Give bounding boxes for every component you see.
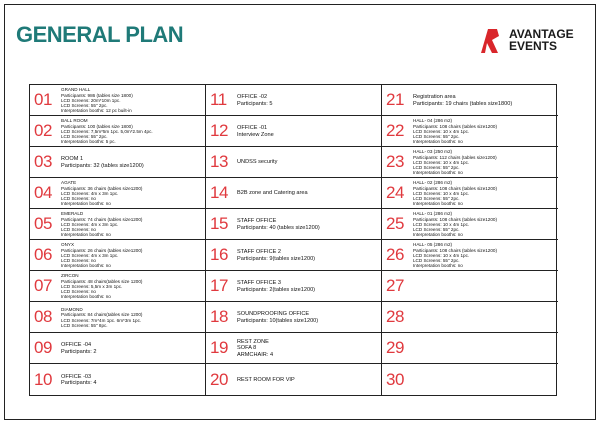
room-cell xyxy=(206,209,382,240)
room-name: AGATE xyxy=(61,180,77,186)
room-detail: LCD Screens: 20m*10m 1pc. xyxy=(61,97,121,103)
room-cell xyxy=(30,209,206,240)
room-number: 02 xyxy=(34,121,52,140)
room-info xyxy=(413,211,556,238)
room-name: OFFICE -04 xyxy=(61,342,92,349)
room-detail: Participants: 36 chairs (tables size1200) xyxy=(61,185,143,191)
room-number: 13 xyxy=(210,152,228,171)
room-detail: Interpretation booths: no xyxy=(61,201,111,207)
room-info xyxy=(237,242,379,269)
room-number: 01 xyxy=(34,90,52,109)
room-name: ONYX xyxy=(61,242,75,248)
room-detail: LCD Screens: 55" 2pc. xyxy=(61,134,108,140)
room-detail: LCD Screens: 55" 2pc. xyxy=(413,134,460,140)
room-detail: Participants: 19 chairs (tables size1800) xyxy=(413,100,513,107)
room-info xyxy=(61,149,203,176)
room-cell xyxy=(30,116,206,147)
room-name: SOUNDPROOFING OFFICE xyxy=(237,311,310,318)
room-name: ROOM 1 xyxy=(61,156,84,163)
room-cell xyxy=(382,271,558,302)
room-cell xyxy=(30,240,206,271)
room-number: 08 xyxy=(34,307,52,326)
room-cell xyxy=(382,333,558,364)
room-detail: LCD Screens: 5,5m x 3m 1pc. xyxy=(61,283,123,289)
room-name: HALL- 02 (286 m2) xyxy=(413,180,453,186)
room-cell xyxy=(206,240,382,271)
room-detail: SOFA 8 xyxy=(237,345,257,352)
room-cell xyxy=(382,178,558,209)
room-info xyxy=(237,87,379,114)
room-cell xyxy=(382,364,558,395)
room-detail: Participants: 112 chairs (tables size1200) xyxy=(413,154,497,160)
room-detail: Participants: 108 chairs (tables size1200) xyxy=(413,123,498,129)
room-number: 15 xyxy=(210,214,228,233)
room-detail: Participants: 108 chairs (tables size1200) xyxy=(413,216,498,222)
room-info xyxy=(61,335,203,362)
room-detail: Participants: 74 chairs (tables size1200) xyxy=(61,216,143,222)
room-cell xyxy=(30,85,206,116)
room-cell xyxy=(382,240,558,271)
brand-name-line1: AVANTAGE xyxy=(509,27,574,41)
room-detail: Participants: 10(tables size1200) xyxy=(237,317,319,324)
room-cell xyxy=(30,178,206,209)
room-number: 22 xyxy=(386,121,404,140)
room-info xyxy=(413,180,556,207)
room-cell xyxy=(382,302,558,333)
room-detail: Interpretation booths: no xyxy=(413,139,463,145)
room-name: HALL- 03 (250 m2) xyxy=(413,149,453,155)
room-number: 10 xyxy=(34,369,52,389)
room-detail: Participants: 4 xyxy=(61,380,97,386)
room-detail: Interpretation booths: no xyxy=(413,232,463,238)
room-cell xyxy=(30,271,206,302)
room-detail: Interpretation booths: 12 pc built-in xyxy=(61,108,132,114)
room-number: 17 xyxy=(210,276,228,295)
room-detail: Participants: 40 (tables size1200) xyxy=(237,224,320,231)
room-number: 09 xyxy=(34,338,52,357)
room-info xyxy=(61,273,203,300)
room-detail: Interpretation booths: no xyxy=(61,294,111,300)
room-name: OFFICE -01 xyxy=(237,125,268,132)
room-cell xyxy=(382,116,558,147)
room-number: 26 xyxy=(386,245,404,264)
room-detail: Interview Zone xyxy=(237,131,274,138)
room-number: 28 xyxy=(386,307,404,326)
room-detail: Participants: 26 chairs (tables size1200) xyxy=(61,247,143,253)
room-info xyxy=(413,118,556,145)
brand-logo xyxy=(478,26,588,60)
room-detail: LCD Screens: 10 x 4m 1pc. xyxy=(413,159,470,165)
room-detail: ARMCHAIR: 4 xyxy=(237,351,274,358)
room-name: STAFF OFFICE 3 xyxy=(237,280,282,287)
room-detail: LCD Screens: 7m*4m 1pc. 6m*3m 1pc. xyxy=(61,317,142,323)
room-detail: LCD Screens: 55" 2pc. xyxy=(413,165,460,171)
room-number: 04 xyxy=(34,183,52,202)
room-detail: LCD Screens: 10 x 4m 1pc. xyxy=(413,252,470,258)
room-name: HALL- 01 (286 m2) xyxy=(413,211,453,217)
room-number: 03 xyxy=(34,152,52,171)
room-number: 07 xyxy=(34,276,52,295)
room-info xyxy=(237,211,379,238)
room-detail: Participants: 84 chairs(tables size 1200) xyxy=(61,312,143,318)
room-name: EMERALD xyxy=(61,211,84,217)
room-detail: LCD Screens: 55" 8pc. xyxy=(61,322,108,328)
room-cell xyxy=(206,147,382,178)
room-name: REST ROOM FOR VIP xyxy=(237,376,295,383)
room-detail: Participants: 100 (tables size 1800) xyxy=(61,123,133,129)
room-info xyxy=(61,180,203,207)
room-detail: Participants: 9(tables size1200) xyxy=(237,255,316,262)
room-number: 11 xyxy=(210,90,227,109)
room-detail: Participants: 2(tables size1200) xyxy=(237,286,316,293)
room-name: B2B zone and Catering area xyxy=(237,190,308,197)
brand-name-line2: EVENTS xyxy=(509,39,558,53)
room-number: 20 xyxy=(210,369,228,389)
room-detail: LCD Screens: 55" 2pc. xyxy=(61,103,108,109)
room-info xyxy=(61,366,203,394)
room-name: OFFICE -02 xyxy=(237,94,268,101)
room-name: OFFICE -03 xyxy=(61,373,92,380)
room-detail: LCD Screens: 4m x 3m 1pc. xyxy=(61,252,119,258)
room-detail: Participants: 2 xyxy=(61,348,97,355)
room-number: 19 xyxy=(210,338,228,357)
room-cell xyxy=(30,302,206,333)
room-detail: Interpretation booths: no xyxy=(413,263,463,269)
room-cell xyxy=(206,85,382,116)
room-number: 05 xyxy=(34,214,52,233)
room-detail: LCD Screens: no xyxy=(61,289,96,295)
room-detail: Participants: 48 chairs(tables size 1200) xyxy=(61,278,143,284)
room-detail: LCD Screens: 10 x 4m 1pc. xyxy=(413,221,470,227)
room-detail: LCD Screens: 10 x 4m 1pc. xyxy=(413,190,470,196)
room-name: Registration area xyxy=(413,94,456,101)
room-detail: LCD Screens: 55" 2pc. xyxy=(413,196,460,202)
room-info xyxy=(413,304,556,331)
room-number: 23 xyxy=(386,152,404,171)
room-number: 25 xyxy=(386,214,404,233)
room-name: BALL ROOM xyxy=(61,118,88,124)
room-info xyxy=(61,118,203,145)
room-info xyxy=(61,87,203,114)
room-number: 14 xyxy=(210,183,228,202)
room-detail: Participants: 108 chairs (tables size1200) xyxy=(413,247,498,253)
room-detail: Participants: 108 chairs (tables size1200) xyxy=(413,185,498,191)
room-name: GRAND HALL xyxy=(61,87,91,93)
room-number: 24 xyxy=(386,183,404,202)
room-detail: LCD Screens: 55" 2pc. xyxy=(413,258,460,264)
room-number: 30 xyxy=(386,369,404,389)
room-info xyxy=(413,149,556,176)
room-cell xyxy=(206,364,382,395)
room-detail: LCD Screens: no xyxy=(61,196,96,202)
room-number: 06 xyxy=(34,245,52,264)
room-detail: Participants: 5 xyxy=(237,100,273,107)
room-name: REST ZONE xyxy=(237,339,269,346)
room-detail: LCD Screens: 7,5m*5m 1pc. 5,0m*2.5m 4pc. xyxy=(61,128,153,134)
room-info xyxy=(237,304,379,331)
room-number: 18 xyxy=(210,307,228,326)
room-detail: LCD Screens: 4m x 3m 1pc. xyxy=(61,221,119,227)
room-cell xyxy=(30,364,206,395)
room-cell xyxy=(30,333,206,364)
room-info xyxy=(413,273,556,300)
avantage-logo-icon xyxy=(478,27,502,55)
room-info xyxy=(237,180,379,207)
room-detail: LCD Screens: no xyxy=(61,227,96,233)
room-cell xyxy=(30,147,206,178)
page-title: GENERAL PLAN xyxy=(16,22,184,47)
room-detail: Interpretation booths: 5 pc. xyxy=(61,139,116,145)
room-name: HALL- 04 (286 m2) xyxy=(413,118,453,124)
room-cell xyxy=(206,271,382,302)
room-info xyxy=(61,242,203,269)
room-info xyxy=(413,242,556,269)
room-number: 16 xyxy=(210,245,228,264)
room-name: ZIRCON xyxy=(61,273,79,279)
room-detail: Participants: 986 (tables size 1800) xyxy=(61,92,133,98)
room-name: STAFF OFFICE 2 xyxy=(237,249,282,256)
room-info xyxy=(237,149,379,176)
room-number: 12 xyxy=(210,121,228,140)
room-detail: LCD Screens: no xyxy=(61,258,96,264)
room-detail: Interpretation booths: no xyxy=(413,201,463,207)
room-number: 27 xyxy=(386,276,404,295)
room-info xyxy=(237,273,379,300)
room-detail: LCD Screens: 55" 2pc. xyxy=(413,227,460,233)
room-info xyxy=(237,335,379,362)
room-info xyxy=(61,211,203,238)
room-name: STAFF OFFICE xyxy=(237,218,277,225)
room-cell xyxy=(206,333,382,364)
room-number: 29 xyxy=(386,338,404,357)
room-detail: LCD Screens: 4m x 3m 1pc. xyxy=(61,190,119,196)
room-info xyxy=(413,335,556,362)
brand-name xyxy=(509,28,574,52)
room-detail: Interpretation booths: no xyxy=(61,232,111,238)
room-cell xyxy=(206,302,382,333)
room-detail: LCD Screens: 10 x 4m 1pc. xyxy=(413,128,470,134)
room-grid xyxy=(29,84,557,396)
room-cell xyxy=(382,85,558,116)
room-detail: Interpretation booths: no xyxy=(413,170,463,176)
room-detail: Interpretation booths: no xyxy=(61,263,111,269)
room-info xyxy=(61,304,203,331)
room-cell xyxy=(206,116,382,147)
room-number: 21 xyxy=(386,90,404,109)
room-info xyxy=(237,366,379,394)
room-info xyxy=(237,118,379,145)
room-name: DIAMOND xyxy=(61,306,83,312)
room-info xyxy=(413,366,556,394)
room-name: UNDSS security xyxy=(237,159,278,166)
room-info xyxy=(413,87,556,114)
room-cell xyxy=(382,147,558,178)
room-name: HALL- 05 (286 m2) xyxy=(413,242,453,248)
room-detail: Participants: 32 (tables size1200) xyxy=(61,162,144,169)
room-cell xyxy=(382,209,558,240)
room-cell xyxy=(206,178,382,209)
